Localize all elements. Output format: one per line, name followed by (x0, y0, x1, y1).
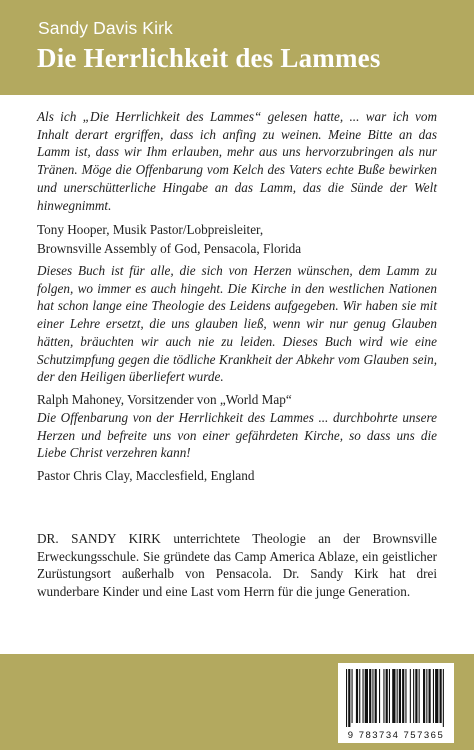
barcode-bar (399, 669, 401, 723)
testimonial-3 (37, 409, 437, 485)
barcode-bar (419, 669, 420, 723)
attribution-line: Ralph Mahoney, Vorsitzender von „World Map“ (37, 391, 292, 407)
attribution-line: Pastor Chris Clay, Macclesfield, England (37, 468, 255, 484)
barcode-bar (348, 669, 350, 727)
barcode-bar (426, 669, 427, 723)
barcode-bar (433, 669, 434, 723)
isbn-number: 9 783734 757365 (347, 730, 445, 741)
testimonial-quote: Als ich „Die Herrlichkeit des Lammes“ gelesen hatte, ... war ich vom Inhalt derart ergriffen, dass ich anfing zu weinen. Meine Bitte an das Lamm ist, dass wir Ihm erlauben, mehr aus uns hervorzubringen als nur Tränen. Möge die Offenbarung vom Kelch des Vaters echte Buße bewirken und unerschütterliche Hingabe an das Lamm, das die Sünde der Welt hinwegnimmt. (37, 109, 437, 213)
barcode (338, 663, 454, 743)
barcode-bar (356, 669, 358, 723)
attribution-line: Tony Hooper, Musik Pastor/Lobpreisleiter, (37, 222, 264, 238)
barcode-bar (365, 669, 368, 723)
barcode-bars (338, 663, 454, 729)
barcode-bar (369, 669, 371, 723)
barcode-bar (346, 669, 347, 727)
barcode-bar (402, 669, 404, 723)
barcode-bar (413, 669, 414, 723)
barcode-bar (386, 669, 388, 723)
testimonial-2 (37, 262, 437, 409)
barcode-bar (397, 669, 398, 723)
barcode-bar (359, 669, 360, 723)
testimonial-attribution (37, 466, 437, 485)
barcode-bar (392, 669, 395, 723)
barcode-bar (372, 669, 373, 723)
barcode-bar (429, 669, 431, 723)
testimonial-attribution (37, 390, 437, 409)
testimonial-quote: Die Offenbarung von der Herrlichkeit des Lammes ... durchbohrte unsere Herzen und befreite uns von einer gefährdeten Kirche, so dass uns die Liebe Christ verzehren kann! (37, 410, 437, 461)
barcode-bar (415, 669, 417, 723)
barcode-bar (363, 669, 364, 723)
author-name: Sandy Davis Kirk (38, 18, 173, 38)
barcode-bar (435, 669, 438, 723)
header-band (0, 0, 474, 95)
barcode-bar (410, 669, 411, 723)
testimonial-attribution (37, 220, 437, 258)
barcode-bar (375, 669, 377, 723)
barcode-bar (379, 669, 380, 723)
author-bio: DR. SANDY KIRK unterrichtete Theologie an der Brownsville Erweckungsschule. Sie gründete das Camp America Ablaze, ein geistlicher Zurüstungsort außerhalb von Pensacola. Dr. Sandy Kirk hat drei wunderbare Kinder und eine Last vom Herrn für die junge Generation. (37, 531, 437, 600)
barcode-bar (440, 669, 442, 723)
barcode-bar (405, 669, 406, 723)
book-title: Die Herrlichkeit des Lammes (37, 43, 381, 73)
barcode-bar (383, 669, 384, 723)
barcode-bar (443, 669, 444, 727)
barcode-bar (352, 669, 353, 723)
testimonial-1 (37, 108, 437, 258)
testimonial-quote: Dieses Buch ist für alle, die sich von Herzen wünschen, dem Lamm zu folgen, wo immer es auch hingeht. Die Kirche in den westlichen Nationen hat schon lange eine Theologie des Leidens aufgegeben. Wir haben sie mit einer Lehre ersetzt, die uns glauben ließ, wenn wir nur genug Glauben hätten, bräuchten wir auch nie zu leiden. Dieses Buch wird wie eine Schutzimpfung gegen die tödliche Krankheit der Abkehr vom Glauben sein, der den Heiligen überliefert wurde. (37, 263, 437, 385)
barcode-bar (389, 669, 390, 723)
attribution-line: Brownsville Assembly of God, Pensacola, Florida (37, 241, 302, 257)
barcode-bar (423, 669, 425, 723)
